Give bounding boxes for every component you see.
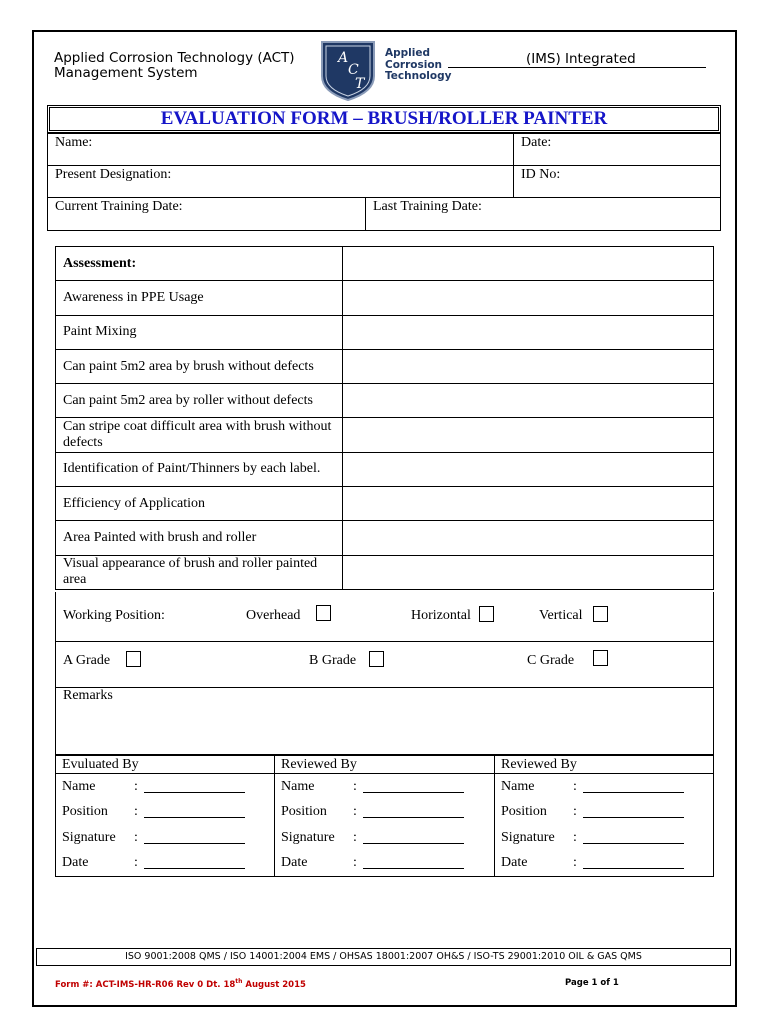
- position-line[interactable]: [583, 806, 684, 818]
- header-rule: [448, 67, 706, 68]
- iso-standards-banner: ISO 9001:2008 QMS / ISO 14001:2004 EMS / OHSAS 18001:2007 OH&S / ISO-TS 29001:2010 OIL & GAS QMS: [36, 948, 731, 966]
- logo-letter-t: T: [355, 76, 365, 92]
- evaluated-by-header: Evuluated By: [56, 756, 275, 774]
- date-label: Date: [501, 855, 528, 871]
- designation-field[interactable]: Present Designation:: [48, 166, 514, 198]
- assessment-score-cell[interactable]: [343, 452, 714, 486]
- reviewed-by-block: [275, 774, 495, 877]
- act-shield-logo-icon: [318, 38, 378, 101]
- colon: :: [353, 855, 357, 871]
- colon: :: [573, 778, 577, 794]
- last-training-field[interactable]: Last Training Date:: [366, 198, 721, 231]
- form-title: EVALUATION FORM – BRUSH/ROLLER PAINTER: [49, 107, 719, 131]
- form-number: [55, 978, 306, 990]
- assessment-item: Awareness in PPE Usage: [56, 281, 343, 315]
- reviewed-by-block-2: [495, 774, 714, 877]
- date-line[interactable]: [583, 857, 684, 869]
- position-label: Position: [501, 804, 547, 820]
- assessment-score-cell[interactable]: [343, 384, 714, 418]
- assessment-score-cell[interactable]: [343, 521, 714, 555]
- assessment-item: Can stripe coat difficult area with brush without defects: [56, 418, 343, 452]
- b-grade-checkbox[interactable]: [369, 651, 384, 667]
- assessment-score-cell[interactable]: [343, 281, 714, 315]
- assessment-item: Efficiency of Application: [56, 487, 343, 521]
- remarks-box[interactable]: [55, 688, 714, 755]
- info-table: [47, 133, 721, 198]
- colon: :: [353, 829, 357, 845]
- position-label: Position: [281, 804, 327, 820]
- b-grade-label: B Grade: [309, 653, 357, 668]
- org-line-2: Management System: [54, 65, 198, 81]
- vertical-label: Vertical: [539, 608, 583, 623]
- name-label: Name: [62, 778, 96, 794]
- working-position-row: [55, 592, 714, 642]
- training-table: [47, 197, 721, 231]
- assessment-item: Paint Mixing: [56, 315, 343, 349]
- overhead-checkbox[interactable]: [316, 605, 331, 621]
- assessment-item: Can paint 5m2 area by roller without defects: [56, 384, 343, 418]
- signature-line[interactable]: [144, 832, 245, 844]
- assessment-score-cell[interactable]: [343, 349, 714, 383]
- name-line[interactable]: [363, 781, 464, 793]
- reviewed-by-header: Reviewed By: [275, 756, 495, 774]
- signature-line[interactable]: [583, 832, 684, 844]
- logo-letter-a: A: [338, 50, 349, 66]
- evaluated-by-block: [56, 774, 275, 877]
- horizontal-checkbox[interactable]: [479, 606, 494, 622]
- system-name: (IMS) Integrated: [526, 51, 636, 67]
- date-field[interactable]: Date:: [514, 134, 721, 166]
- colon: :: [134, 778, 138, 794]
- assessment-score-cell[interactable]: [343, 247, 714, 281]
- colon: :: [353, 804, 357, 820]
- form-number-sup: th: [235, 978, 243, 985]
- form-number-suffix: August 2015: [242, 979, 306, 990]
- assessment-score-cell[interactable]: [343, 555, 714, 589]
- signoff-table: [55, 755, 714, 877]
- working-position-label: Working Position:: [63, 608, 165, 623]
- logo-word-3: Technology: [385, 70, 452, 82]
- assessment-heading: Assessment:: [56, 247, 343, 281]
- assessment-item: Area Painted with brush and roller: [56, 521, 343, 555]
- assessment-score-cell[interactable]: [343, 487, 714, 521]
- a-grade-label: A Grade: [63, 653, 111, 668]
- reviewed-by-header-2: Reviewed By: [495, 756, 714, 774]
- id-no-field[interactable]: ID No:: [514, 166, 721, 198]
- position-line[interactable]: [144, 806, 245, 818]
- overhead-label: Overhead: [246, 608, 301, 623]
- signature-line[interactable]: [363, 832, 464, 844]
- current-training-field[interactable]: Current Training Date:: [48, 198, 366, 231]
- signature-label: Signature: [62, 829, 116, 845]
- grade-row: [55, 642, 714, 688]
- form-title-box: [47, 105, 721, 133]
- c-grade-label: C Grade: [527, 653, 575, 668]
- a-grade-checkbox[interactable]: [126, 651, 141, 667]
- date-line[interactable]: [144, 857, 245, 869]
- colon: :: [573, 829, 577, 845]
- remarks-label: Remarks: [63, 688, 113, 703]
- org-line-1: Applied Corrosion Technology (ACT): [54, 50, 295, 66]
- assessment-item: Visual appearance of brush and roller painted area: [56, 555, 343, 589]
- position-line[interactable]: [363, 806, 464, 818]
- name-line[interactable]: [583, 781, 684, 793]
- assessment-item: Identification of Paint/Thinners by each label.: [56, 452, 343, 486]
- logo-wordmark: [385, 48, 451, 83]
- horizontal-label: Horizontal: [411, 608, 471, 623]
- name-field[interactable]: Name:: [48, 134, 514, 166]
- position-label: Position: [62, 804, 108, 820]
- logo-letter-c: C: [348, 62, 359, 78]
- colon: :: [573, 804, 577, 820]
- signature-label: Signature: [281, 829, 335, 845]
- logo-word-2: Corrosion: [385, 58, 443, 71]
- colon: :: [134, 804, 138, 820]
- date-line[interactable]: [363, 857, 464, 869]
- date-label: Date: [62, 855, 89, 871]
- form-number-prefix: Form #: ACT-IMS-HR-R06 Rev 0 Dt. 18: [55, 979, 236, 990]
- page-number: Page 1 of 1: [565, 978, 619, 988]
- vertical-checkbox[interactable]: [593, 606, 608, 622]
- assessment-item: Can paint 5m2 area by brush without defects: [56, 349, 343, 383]
- name-label: Name: [281, 778, 315, 794]
- org-name: [54, 51, 295, 81]
- logo-word-1: Applied: [385, 47, 430, 59]
- colon: :: [353, 778, 357, 794]
- name-label: Name: [501, 778, 535, 794]
- name-line[interactable]: [144, 781, 245, 793]
- assessment-table: [55, 246, 714, 590]
- colon: :: [134, 829, 138, 845]
- c-grade-checkbox[interactable]: [593, 650, 608, 666]
- colon: :: [573, 855, 577, 871]
- assessment-score-cell[interactable]: [343, 315, 714, 349]
- assessment-score-cell[interactable]: [343, 418, 714, 452]
- colon: :: [134, 855, 138, 871]
- signature-label: Signature: [501, 829, 555, 845]
- date-label: Date: [281, 855, 308, 871]
